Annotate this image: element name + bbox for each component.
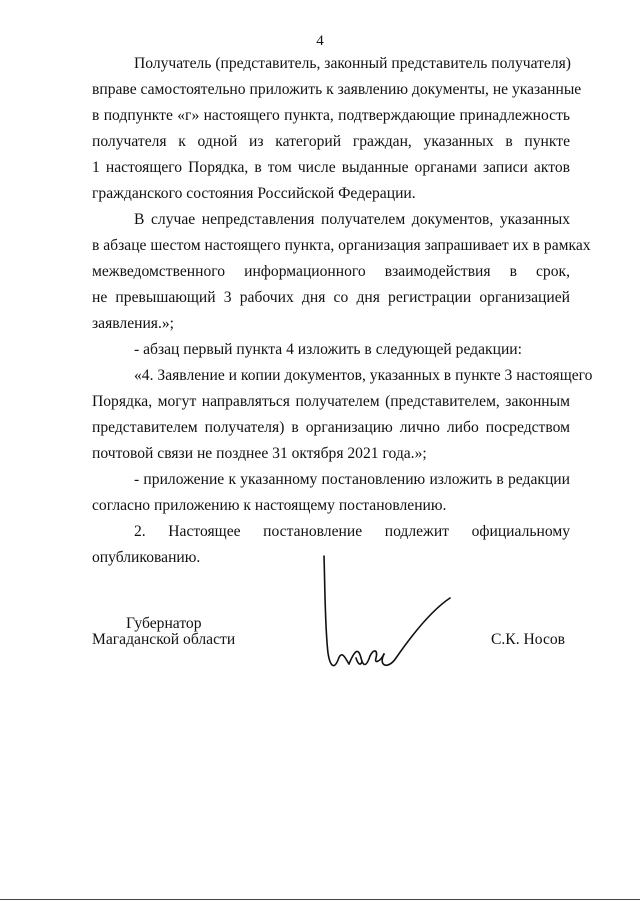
paragraph-3-line-1: - абзац первый пункта 4 изложить в следующей редакции: — [134, 341, 522, 358]
paragraph-1-line-1: Получатель (представитель, законный представитель получателя) — [134, 55, 571, 72]
paragraph-2-line-4: не превышающий 3 рабочих дня со дня регистрации организацией — [92, 289, 570, 306]
paragraph-1-line-4: получателя к одной из категорий граждан, указанных в пункте — [92, 133, 570, 150]
paragraph-6-line-1: 2. Настоящее постановление подлежит официальному — [134, 523, 570, 540]
paragraph-1-line-5: 1 настоящего Порядка, в том числе выданные органами записи актов — [92, 159, 570, 176]
paragraph-4-line-4: почтовой связи не позднее 31 октября 2021 года.»; — [92, 445, 427, 462]
paragraph-1-line-2: вправе самостоятельно приложить к заявлению документы, не указанные — [92, 81, 582, 98]
paragraph-2-line-2: в абзаце шестом настоящего пункта, организация запрашивает их в рамках — [92, 237, 591, 254]
paragraph-2-line-5: заявления.»; — [92, 315, 175, 332]
signatory-title-line-1: Губернатор — [126, 615, 202, 632]
bottom-rule — [0, 899, 640, 900]
handwritten-signature — [316, 548, 466, 708]
paragraph-1-line-6: гражданского состояния Российской Федерации. — [92, 185, 416, 202]
paragraph-6-line-2: опубликованию. — [92, 549, 201, 566]
paragraph-2-line-3: межведомственного информационного взаимодействия в срок, — [92, 263, 570, 280]
paragraph-2-line-1: В случае непредставления получателем документов, указанных — [134, 211, 570, 228]
paragraph-4-line-1: «4. Заявление и копии документов, указанных в пункте 3 настоящего — [134, 367, 593, 384]
paragraph-5-line-1: - приложение к указанному постановлению изложить в редакции — [134, 471, 570, 488]
paragraph-5-line-2: согласно приложению к настоящему постановлению. — [92, 497, 447, 514]
paragraph-1-line-3: в подпункте «г» настоящего пункта, подтверждающие принадлежность — [92, 107, 570, 124]
signatory-name: С.К. Носов — [491, 631, 566, 648]
page-number: 4 — [316, 33, 324, 49]
paragraph-4-line-2: Порядка, могут направляться получателем (представителем, законным — [92, 393, 570, 410]
signatory-title-line-2: Магаданской области — [92, 631, 236, 648]
paragraph-4-line-3: представителем получателя) в организацию лично либо посредством — [92, 419, 570, 436]
